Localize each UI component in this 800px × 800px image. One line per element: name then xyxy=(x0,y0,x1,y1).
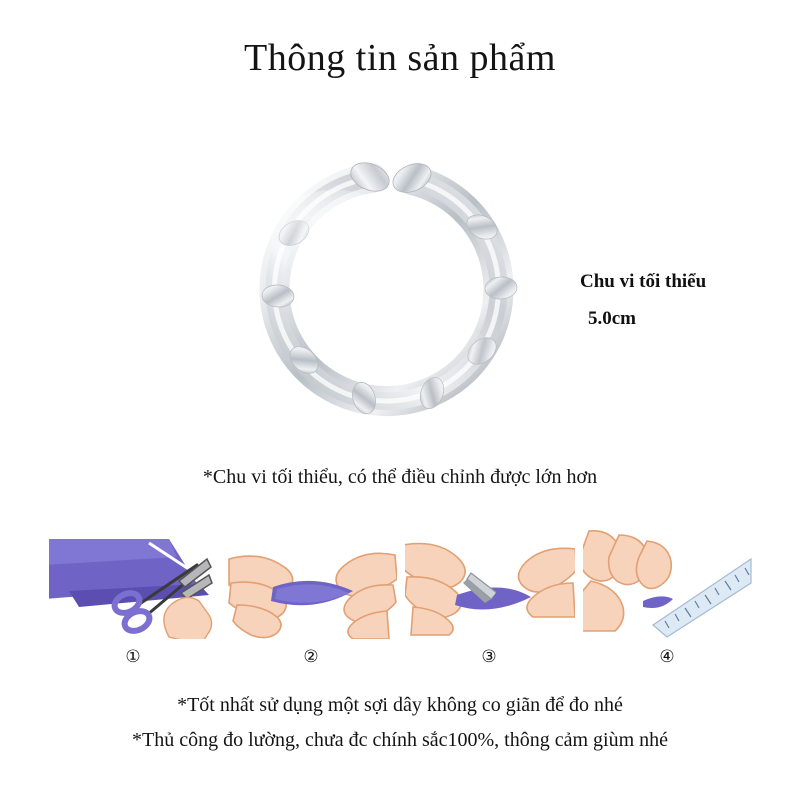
footnote-2: *Thủ công đo lường, chưa đc chính sắc100%, thông cảm giùm nhé xyxy=(131,729,669,751)
wrapping-strip-icon xyxy=(227,529,397,639)
step-1-image xyxy=(48,528,220,640)
page-title: Thông tin sản phẩm xyxy=(244,37,556,79)
footnote-1: *Tốt nhất sử dụng một sợi dây không co giãn để đo nhé xyxy=(177,694,623,716)
ruler-measure-icon xyxy=(583,529,753,639)
step-item xyxy=(582,528,752,667)
ring-svg xyxy=(230,140,550,440)
min-circumference-note xyxy=(580,272,795,328)
step-2-image xyxy=(226,528,398,640)
step-item xyxy=(404,528,574,667)
measure-steps xyxy=(48,528,754,667)
step-4-image xyxy=(582,528,754,640)
min-circumference-value: 5.0cm xyxy=(588,308,637,329)
step-number: ① xyxy=(125,647,141,666)
min-circumference-label: Chu vi tối thiểu xyxy=(580,271,707,292)
footnotes xyxy=(0,694,800,764)
marking-pen-icon xyxy=(405,529,575,639)
step-item xyxy=(226,528,396,667)
scissors-cutting-icon xyxy=(49,529,219,639)
adjustable-note: *Chu vi tối thiểu, có thể điều chỉnh được lớn hơn xyxy=(202,466,598,488)
step-number: ③ xyxy=(481,647,497,666)
ring-illustration xyxy=(230,140,550,440)
step-item xyxy=(48,528,218,667)
step-number: ② xyxy=(303,647,319,666)
step-3-image xyxy=(404,528,576,640)
step-number: ④ xyxy=(659,647,675,666)
